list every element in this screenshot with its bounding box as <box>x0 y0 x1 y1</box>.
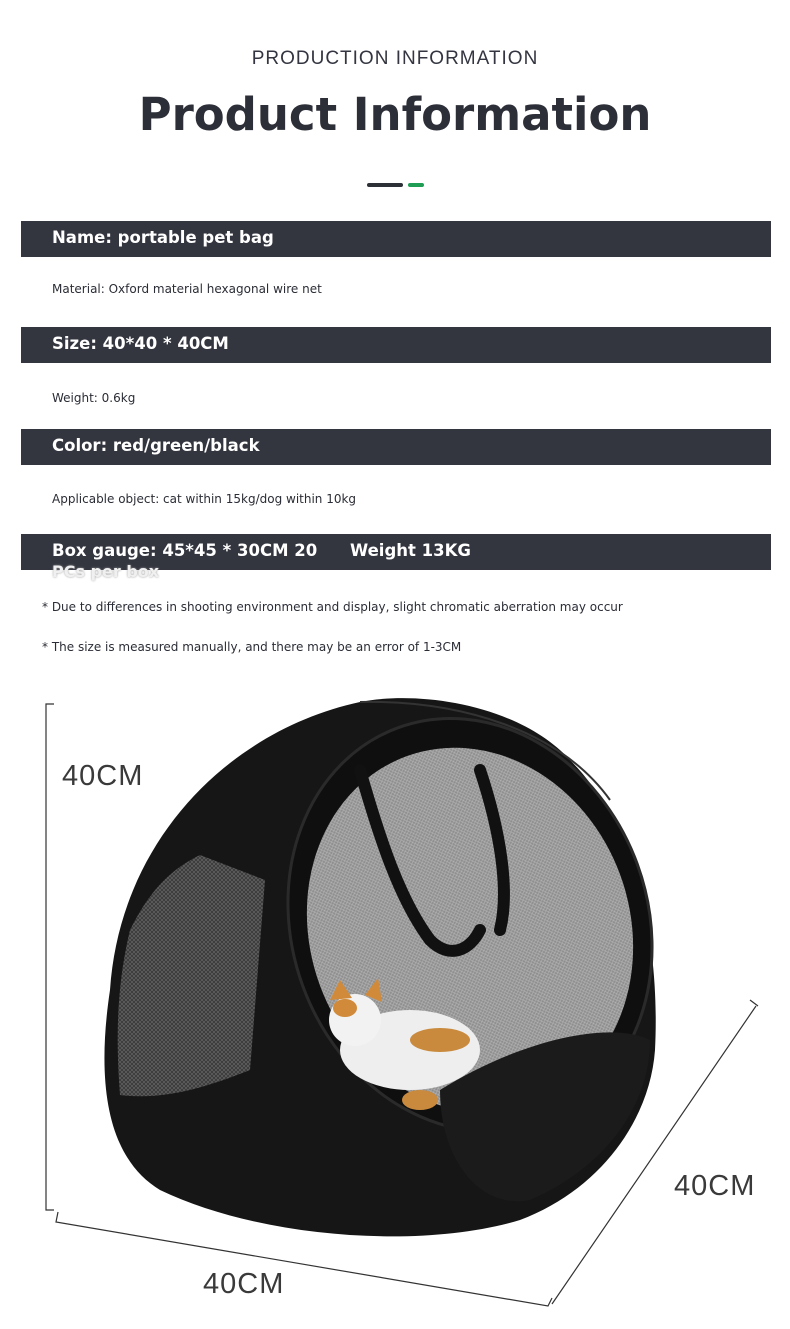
note-size-error: * The size is measured manually, and there may be an error of 1-3CM <box>42 640 462 654</box>
spec-material: Material: Oxford material hexagonal wire net <box>52 282 322 296</box>
spec-bar-color <box>21 429 771 465</box>
spec-bar-box <box>21 534 771 581</box>
title-divider-green <box>408 183 424 187</box>
dimension-width-label: 40CM <box>203 1268 285 1300</box>
spec-bar-size <box>21 327 771 363</box>
spec-box-gauge: Box gauge: 45*45 * 30CM 20 <box>52 541 318 560</box>
spec-name: Name: portable pet bag <box>52 228 274 247</box>
page-title: Product Information <box>138 88 652 141</box>
eyebrow-heading: PRODUCTION INFORMATION <box>251 48 539 69</box>
spec-weight: Weight: 0.6kg <box>52 391 136 405</box>
note-chromatic: * Due to differences in shooting environment and display, slight chromatic aberration may occur <box>42 600 623 614</box>
spec-color: Color: red/green/black <box>52 436 260 455</box>
spec-bar-name <box>21 221 771 257</box>
spec-size: Size: 40*40 * 40CM <box>52 334 229 353</box>
dimension-height-label: 40CM <box>62 760 144 792</box>
product-photo <box>0 690 790 1325</box>
spec-box-gauge-overflow: PCs per box <box>52 562 160 581</box>
title-divider-dark <box>367 183 403 187</box>
dimension-depth-label: 40CM <box>674 1170 756 1202</box>
spec-applicable: Applicable object: cat within 15kg/dog within 10kg <box>52 492 357 506</box>
spec-box-weight: Weight 13KG <box>350 541 471 560</box>
